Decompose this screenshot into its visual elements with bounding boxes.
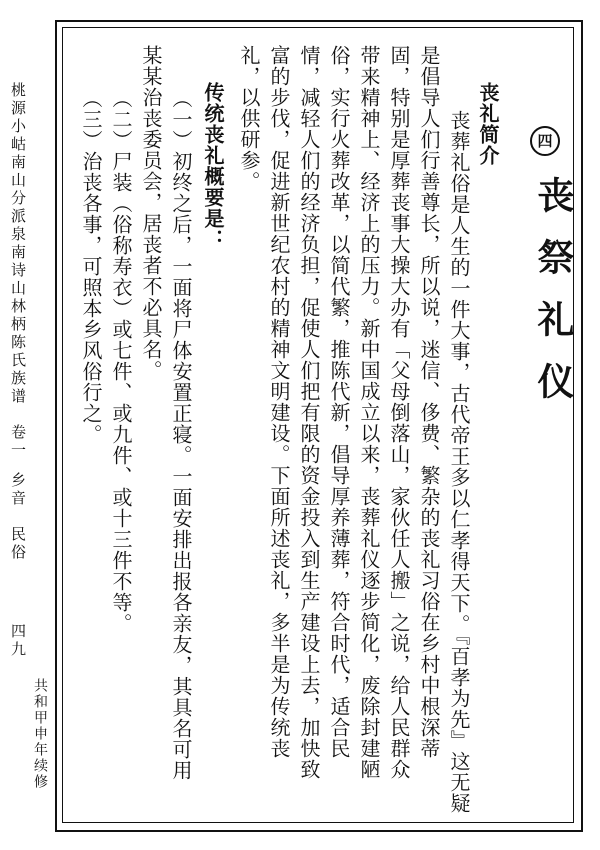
intro-line: 固，特别是厚葬丧事大操大办有「父母倒落山，家伙任人搬」之说，给人民群众 — [387, 45, 411, 780]
intro-line: 是倡导人们行善尊长，所以说，迷信、侈费、繁杂的丧礼习俗在乡村中根深蒂 — [417, 45, 441, 759]
chapter-number-circle — [530, 126, 560, 156]
intro-line: 带来精神上、经济上的压力。新中国成立以来，丧葬礼仪逐步简化，废除封建陋 — [357, 45, 381, 780]
traditional-heading: 传统丧礼概要是： — [201, 82, 225, 250]
book-title: 桃源小岵南山分派泉南诗山林柄陈氏族谱 卷一 — [9, 82, 27, 460]
traditional-line: （三）治丧各事，可照本乡风俗行之。 — [79, 88, 103, 445]
chapter-title: 丧祭礼仪 — [531, 176, 575, 424]
traditional-line: （一）初终之后，一面将尸体安置正寝。一面安排出报各亲友，其具名可用 — [169, 88, 193, 781]
page-number: 四九 — [9, 623, 27, 659]
intro-line: 富的步伐，促进新世纪农村的精神文明建设。下面所述丧礼，多半是为传统丧 — [267, 45, 291, 759]
intro-line: 俗，实行火葬改革，以简代繁，推陈代新，倡导厚养薄葬，符合时代，适合民 — [327, 45, 351, 759]
intro-heading: 丧礼简介 — [476, 82, 500, 166]
traditional-line: （二）尸装（俗称寿衣）或七件、或九件、或十三件不等。 — [109, 88, 133, 634]
intro-line: 情，减轻人们的经济负担，促使人们把有限的资金投入到生产建设上去，加快致 — [297, 45, 321, 780]
edition-note: 共和甲申年续修 — [32, 678, 48, 790]
intro-line: 礼，以供研参。 — [237, 45, 261, 192]
section-label: 乡音 民俗 — [9, 472, 27, 562]
traditional-line: 某某治丧委员会，居丧者不必具名。 — [139, 45, 163, 381]
chapter-number: 四 — [537, 132, 553, 150]
intro-line: 丧葬礼俗是人生的一件大事，古代帝王多以仁孝得天下。『百孝为先』这无疑 — [447, 110, 471, 814]
